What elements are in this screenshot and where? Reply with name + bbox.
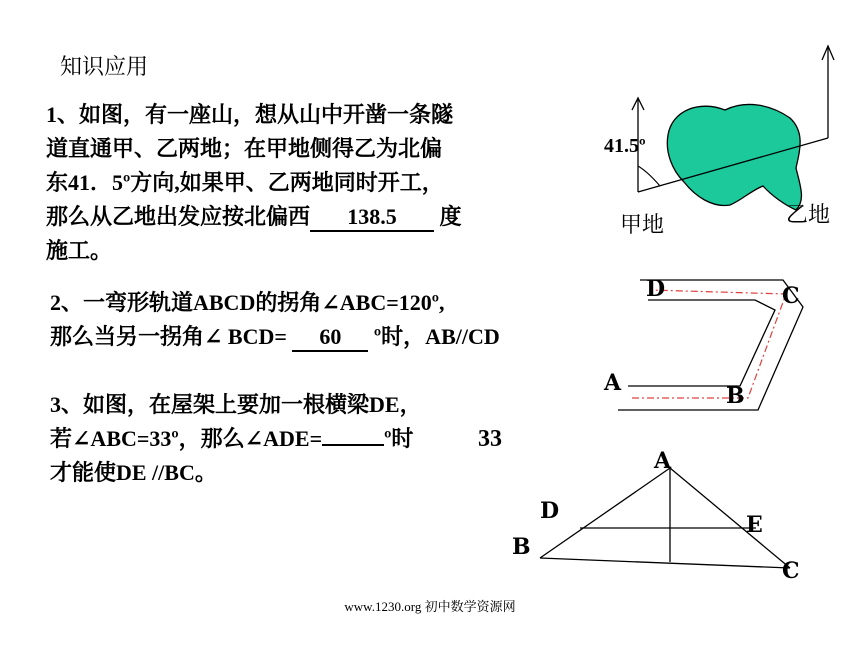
q1-line1: 1、如图，有一座山，想从山中开凿一条隧	[46, 102, 454, 127]
fig3-label-b: B	[512, 534, 531, 560]
fig2-label-c: C	[782, 283, 800, 309]
fig3-label-a: A	[654, 448, 672, 474]
truss-ac	[670, 468, 790, 568]
q3-line3: 才能使DE //BC。	[50, 460, 217, 485]
track-centerline	[632, 290, 786, 398]
q2-line2-pre: 那么当另一拐角∠ BCD=	[50, 324, 293, 349]
q3-line1: 3、如图，在屋架上要加一根横梁DE，	[50, 392, 422, 417]
fig2-label-d: D	[646, 276, 666, 302]
truss-ab	[540, 468, 670, 558]
fig1-angle-label: 41.5º	[604, 135, 646, 157]
q3-answer-overlay: 33	[478, 426, 502, 452]
q2-line1: 2、一弯形轨道ABCD的拐角∠ABC=120º,	[50, 290, 445, 315]
mountain-shape	[667, 104, 801, 210]
fig2-label-a: A	[604, 370, 622, 396]
footer-watermark: www.1230.org 初中数学资源网	[344, 599, 516, 614]
fig2-label-b: B	[726, 383, 745, 409]
figure-1	[632, 46, 834, 210]
q3-line2-post: º时	[384, 426, 414, 451]
truss-bc	[540, 558, 790, 568]
q3-line2-pre: 若∠ABC=33º，那么∠ADE=	[50, 426, 323, 451]
fig3-label-e: E	[746, 512, 763, 538]
fig1-point-jia: 甲地	[620, 213, 665, 238]
q1-line4-post: 度	[434, 204, 462, 229]
q1-line2: 道直通甲、乙两地；在甲地侧得乙为北偏	[46, 136, 443, 161]
q1-line3: 东41．5º方向,如果甲、乙两地同时开工，	[46, 170, 444, 195]
track-inner	[628, 300, 775, 386]
section-title: 知识应用	[60, 55, 149, 80]
q2-line2-post: º时，AB//CD	[368, 324, 500, 349]
fig3-label-d: D	[540, 498, 560, 524]
q1-line5: 施工。	[46, 238, 113, 263]
q2-answer: 60	[292, 324, 368, 352]
angle-arc	[638, 166, 660, 186]
fig1-point-yi: 乙地	[786, 203, 831, 228]
q1-line4-pre: 那么从乙地出发应按北偏西	[46, 204, 311, 229]
fig3-label-c: C	[782, 558, 800, 584]
q1-answer: 138.5	[310, 204, 434, 232]
